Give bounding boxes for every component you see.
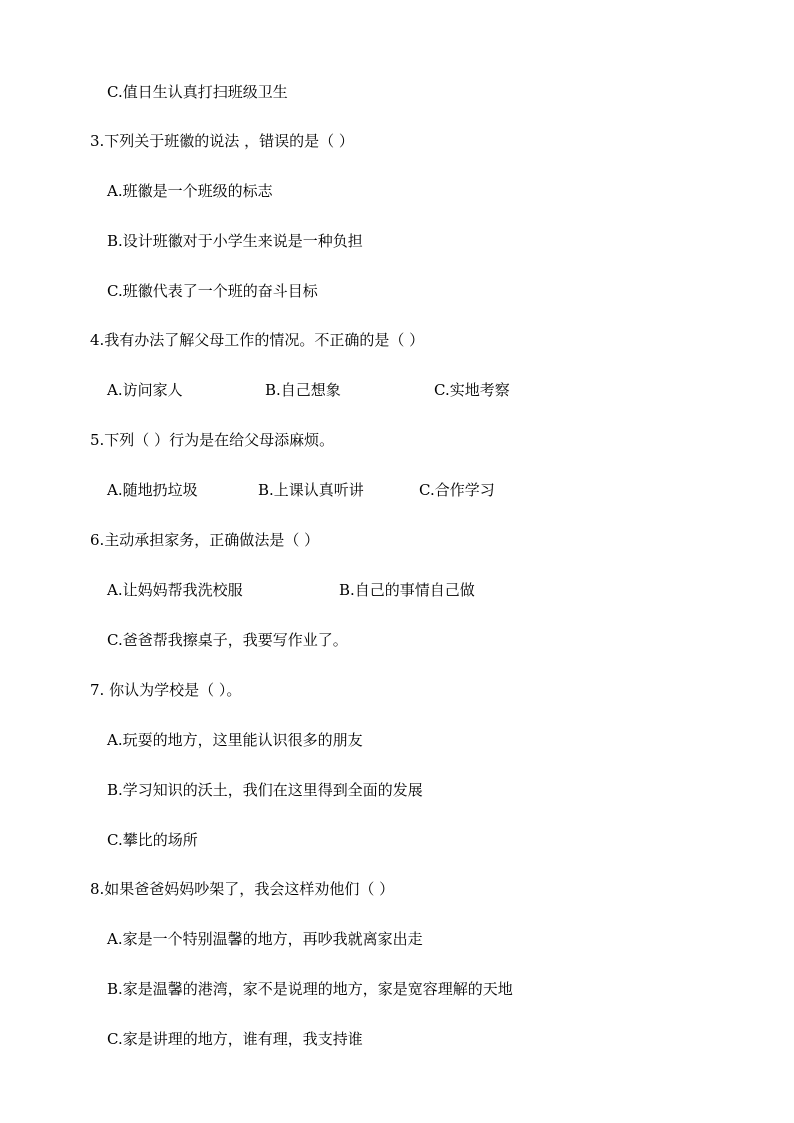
q3-option-b: B.设计班徽对于小学生来说是一种负担 bbox=[107, 232, 363, 250]
q5-option-c: C.合作学习 bbox=[419, 481, 495, 499]
q3-stem: 3.下列关于班徽的说法 ，错误的是（ ） bbox=[90, 132, 354, 150]
q3-option-c: C.班徽代表了一个班的奋斗目标 bbox=[107, 282, 318, 300]
q8-option-b: B.家是温馨的港湾，家不是说理的地方，家是宽容理解的天地 bbox=[107, 980, 513, 998]
q8-stem: 8.如果爸爸妈妈吵架了，我会这样劝他们（ ） bbox=[90, 880, 395, 898]
q7-option-a: A.玩耍的地方，这里能认识很多的朋友 bbox=[107, 731, 363, 749]
q6-stem: 6.主动承担家务，正确做法是（ ） bbox=[90, 531, 320, 549]
q6-option-b: B.自己的事情自己做 bbox=[339, 581, 475, 599]
q7-option-c: C.攀比的场所 bbox=[107, 831, 198, 849]
q5-option-b: B.上课认真听讲 bbox=[258, 481, 364, 499]
q7-stem: 7. 你认为学校是（ ）。 bbox=[90, 681, 242, 699]
q4-option-a: A.访问家人 bbox=[107, 381, 183, 399]
q6-option-c: C.爸爸帮我擦桌子，我要写作业了。 bbox=[107, 631, 348, 649]
q5-stem: 5.下列（ ）行为是在给父母添麻烦。 bbox=[90, 431, 335, 449]
q4-option-b: B.自己想象 bbox=[265, 381, 341, 399]
q2-option-c: C.值日生认真打扫班级卫生 bbox=[107, 83, 288, 101]
q5-option-a: A.随地扔垃圾 bbox=[107, 481, 198, 499]
q7-option-b: B.学习知识的沃土，我们在这里得到全面的发展 bbox=[107, 781, 423, 799]
q4-option-c: C.实地考察 bbox=[434, 381, 510, 399]
q8-option-a: A.家是一个特别温馨的地方，再吵我就离家出走 bbox=[107, 930, 423, 948]
q6-option-a: A.让妈妈帮我洗校服 bbox=[107, 581, 243, 599]
q3-option-a: A.班徽是一个班级的标志 bbox=[107, 182, 273, 200]
q8-option-c: C.家是讲理的地方，谁有理，我支持谁 bbox=[107, 1030, 363, 1048]
q4-stem: 4.我有办法了解父母工作的情况。不正确的是（ ） bbox=[90, 331, 425, 349]
